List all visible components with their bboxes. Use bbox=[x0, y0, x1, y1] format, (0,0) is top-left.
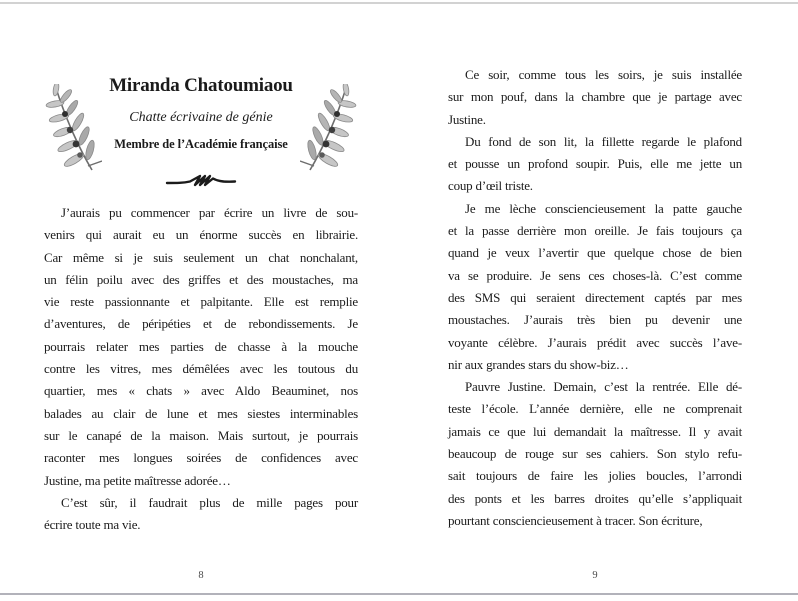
chapter-affiliation: Membre de l’Académie française bbox=[114, 137, 288, 151]
right-page-body bbox=[448, 64, 742, 532]
right-page-number: 9 bbox=[592, 570, 598, 581]
text-line: et pousse un profond soupir. Puis, elle me jette un bbox=[448, 156, 742, 172]
chapter-subtitle: Chatte écrivaine de génie bbox=[129, 110, 273, 125]
text-line: sur mon pouf, dans la chambre que je partage avec bbox=[448, 89, 742, 105]
text-line: Pauvre Justine. Demain, c’est la rentrée. Elle dé- bbox=[465, 379, 742, 395]
chapter-title: Miranda Chatoumiaou bbox=[109, 75, 293, 96]
paragraph bbox=[44, 492, 358, 537]
text-line: d’aventures, de péripéties et de rebondissements. Je bbox=[44, 316, 358, 332]
text-line: J’aurais pu commencer par écrire un livre de sou- bbox=[61, 205, 358, 220]
text-line: sait toujours de faire les jolies boucles, l’arrondi bbox=[448, 468, 742, 484]
text-line: Du fond de son lit, la fillette regarde le plafond bbox=[465, 133, 742, 149]
left-page-body bbox=[44, 202, 358, 536]
text-line: Justine, ma petite maîtresse adorée… bbox=[44, 472, 231, 488]
olive-branch-right-icon bbox=[300, 84, 370, 172]
text-line: nir aux grandes stars du show-biz… bbox=[448, 356, 629, 372]
text-line: beaucoup de rouge sur ses cahiers. Son stylo refu- bbox=[448, 446, 742, 462]
text-line: C’est sûr, il faudrait plus de mille pages pour bbox=[61, 494, 358, 510]
text-line: et la passe derrière mon oreille. Je fais toujours ça bbox=[448, 223, 742, 239]
text-line: Ce soir, comme tous les soirs, je suis installée bbox=[465, 67, 742, 82]
text-line: Car même si je suis seulement un chat nonchalant, bbox=[44, 249, 358, 265]
text-line: venirs qui aurait eu un énorme succès en librairie. bbox=[44, 227, 358, 243]
paragraph bbox=[448, 198, 742, 376]
right-page bbox=[448, 0, 742, 601]
left-page-number: 8 bbox=[198, 570, 204, 581]
text-line: Justine. bbox=[448, 111, 486, 127]
text-line: écrire toute ma vie. bbox=[44, 517, 141, 533]
text-line: des SMS qui seraient directement captés par mes bbox=[448, 289, 742, 305]
text-line: contre les vitres, mes démêlées avec les toutous du bbox=[44, 361, 358, 377]
text-line: moustaches. J’aurais très bien pu devenir une bbox=[448, 312, 742, 328]
text-line: jamais ce que lui demandait la maîtresse. Il y avait bbox=[448, 423, 742, 439]
paragraph bbox=[448, 131, 742, 198]
paragraph bbox=[44, 202, 358, 492]
text-line: pourrais relater mes parties de chasse à la mouche bbox=[44, 338, 358, 354]
text-line: sur le canapé de la maison. Mais surtout, je pourrais bbox=[44, 427, 358, 443]
viewer-bottom-border bbox=[0, 593, 798, 595]
squiggle-divider-icon bbox=[165, 173, 237, 189]
paragraph bbox=[448, 376, 742, 532]
text-line: quartier, mes « chats » avec Aldo Beauminet, nos bbox=[44, 383, 358, 399]
text-line: coup d’œil triste. bbox=[448, 178, 533, 194]
text-line: va se produire. Je sens ces choses-là. C’est comme bbox=[448, 267, 742, 283]
text-line: teste l’école. L’année dernière, elle ne comprenait bbox=[448, 401, 742, 417]
text-line: Je me lèche consciencieusement la patte gauche bbox=[465, 200, 742, 216]
text-line: voyante célèbre. J’aurais prédit avec succès l’ave- bbox=[448, 334, 742, 350]
paragraph bbox=[448, 64, 742, 131]
left-page bbox=[44, 0, 358, 601]
text-line: raconter mes longues soirées de confidences avec bbox=[44, 450, 358, 466]
text-line: des ponts et les barres droites qu’elle s’appliquait bbox=[448, 490, 742, 506]
text-line: vie reste passionnante et palpitante. Elle est remplie bbox=[44, 294, 358, 310]
text-line: balades au clair de lune et mes siestes interminables bbox=[44, 405, 358, 421]
olive-branch-left-icon bbox=[32, 84, 102, 172]
text-line: quand je veux l’avertir que quelque chose de bien bbox=[448, 245, 742, 261]
text-line: pourtant consciencieusement à tracer. Son écriture, bbox=[448, 512, 703, 528]
text-line: un félin poilu avec des griffes et des moustaches, ma bbox=[44, 271, 358, 287]
